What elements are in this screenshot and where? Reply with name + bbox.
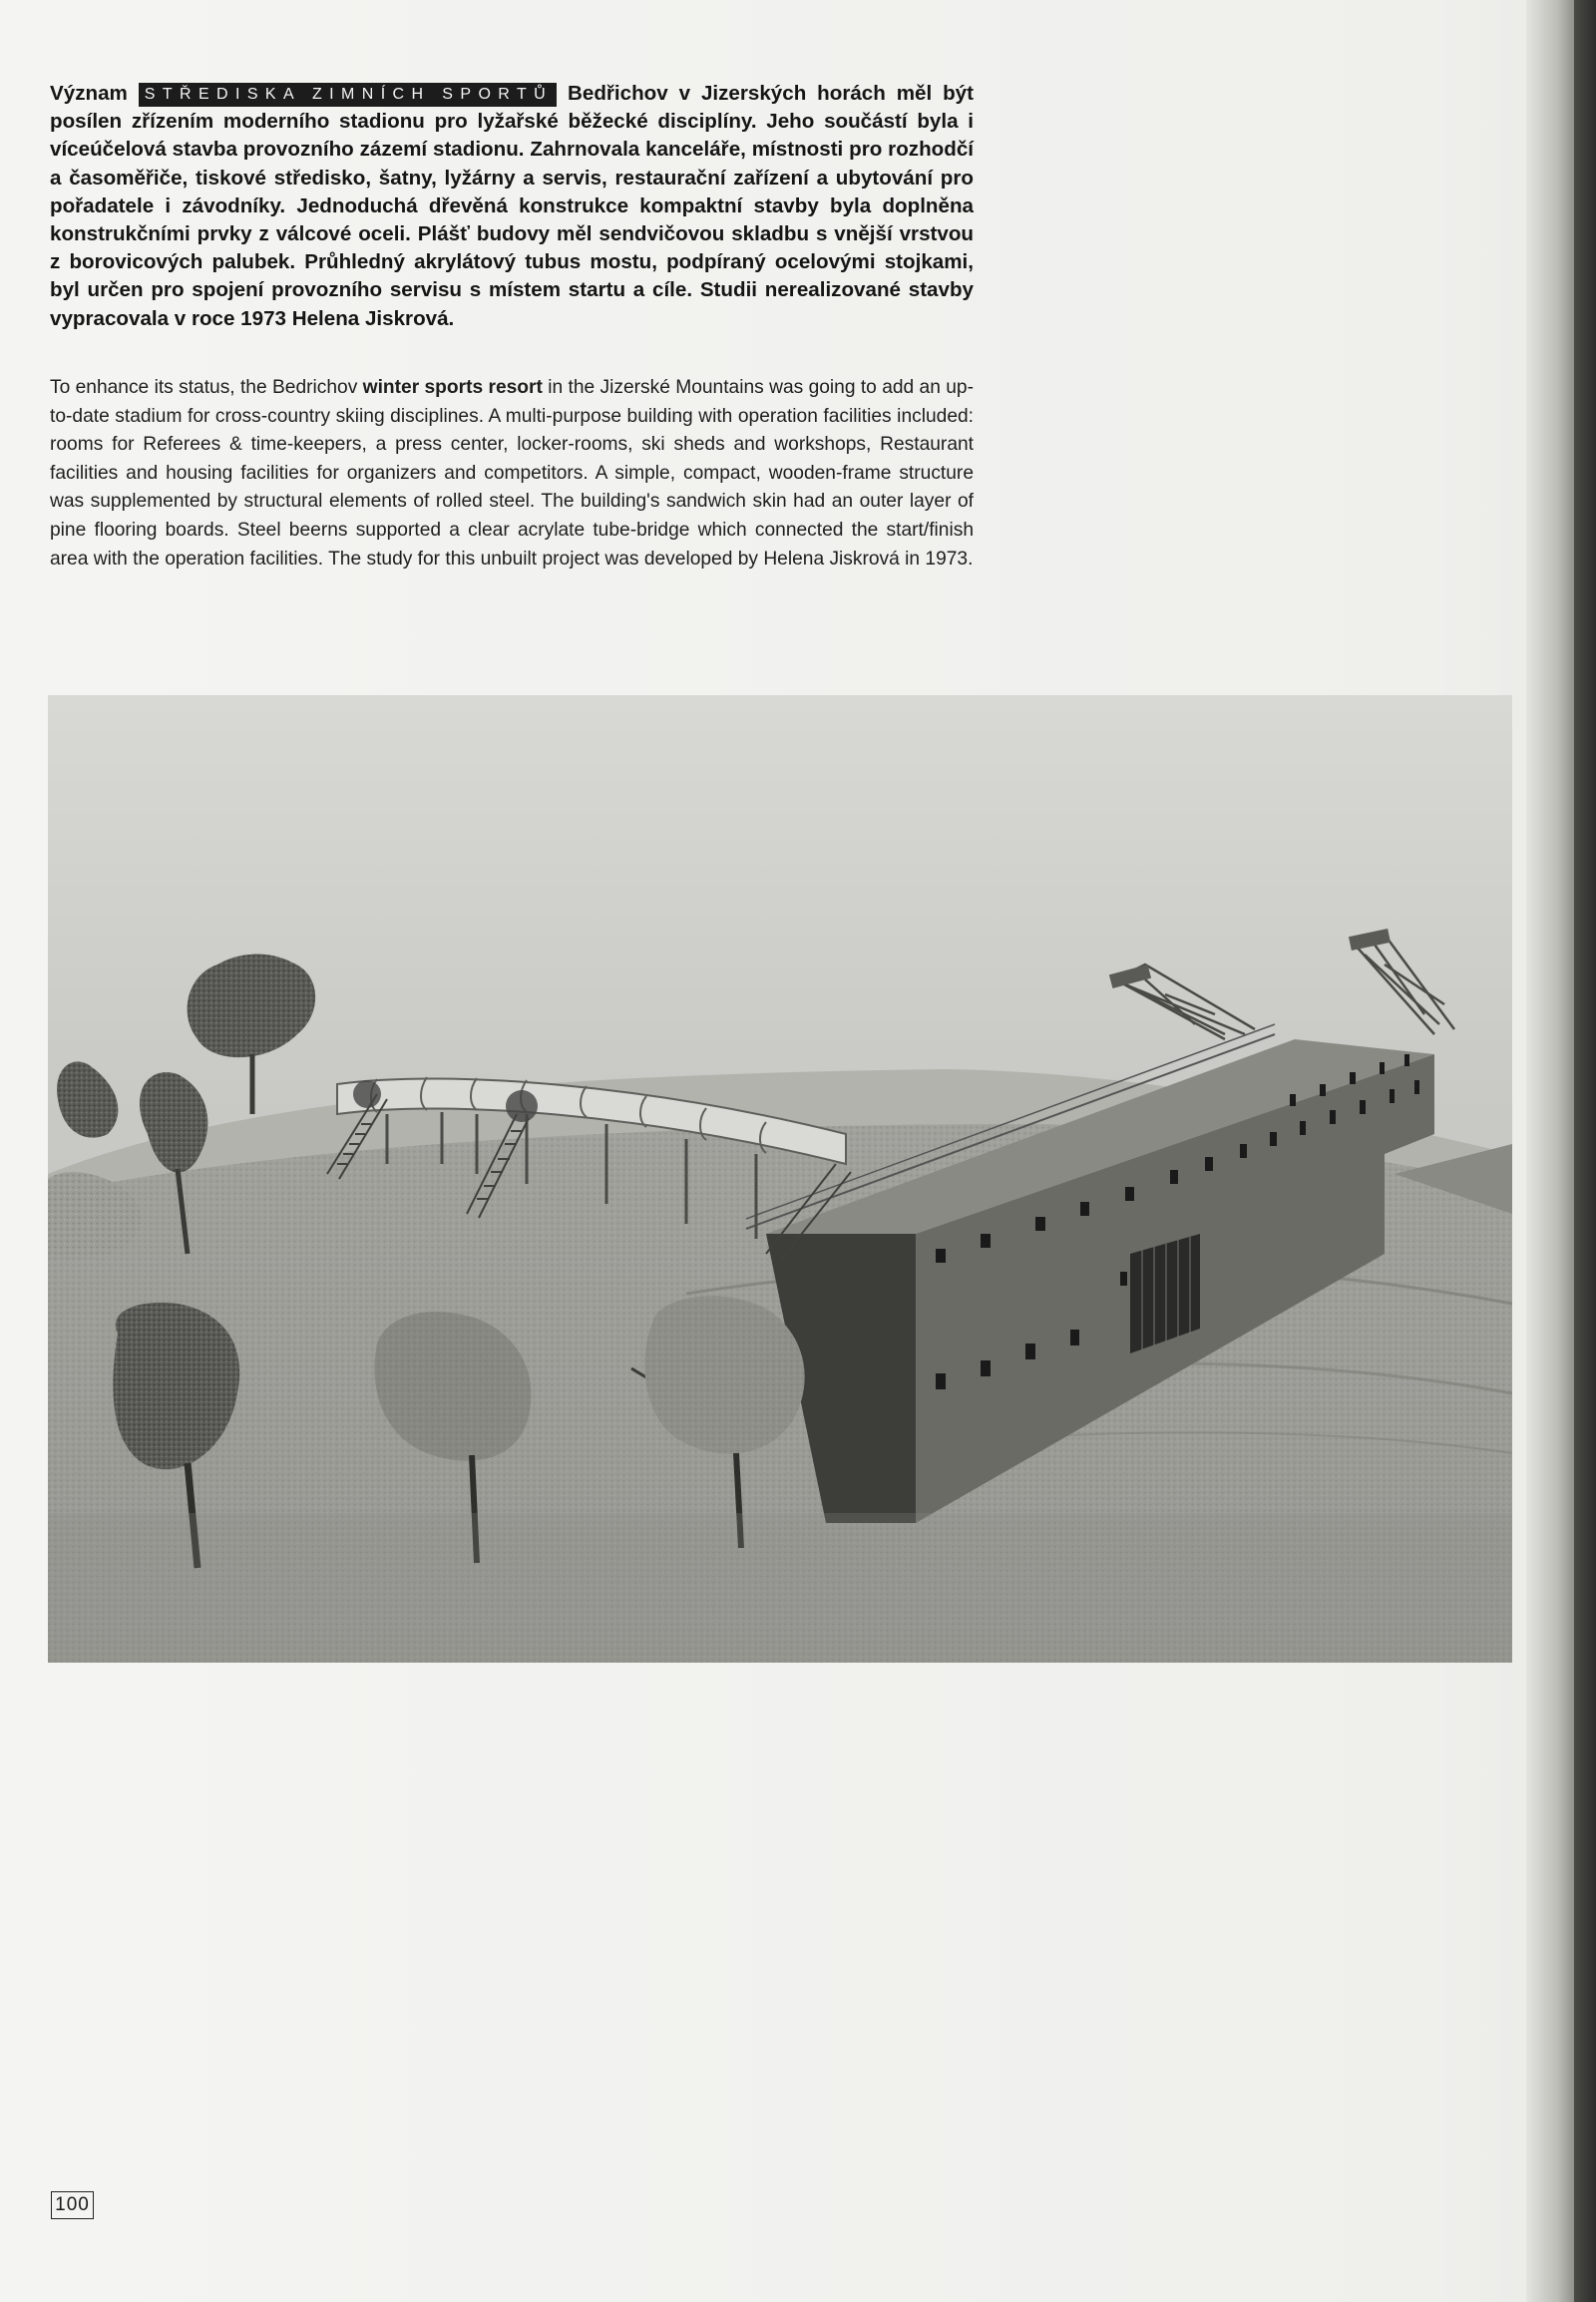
english-paragraph xyxy=(50,374,974,574)
section-kicker: STŘEDISKA ZIMNÍCH SPORTŮ xyxy=(139,83,557,107)
book-binding-edge xyxy=(1574,0,1596,2302)
english-text-start: To enhance its status, the Bedrichov xyxy=(50,377,363,398)
czech-body: Bedřichov v Jizerských horách měl být posílen zřízením moderního stadionu pro lyžařské běžecké disciplíny. Jeho součástí byla i víceúčelová stavba provozního zázemí stadionu. Zahrnovala kanceláře, místnosti pro rozhodčí a časoměřiče, tiskové středisko, šatny, lyžárny a servis, restaurační zařízení a ubytování pro pořadatele i závodníky. Jednoduchá dřevěná konstrukce kompaktní stavby byla doplněna konstrukčními prvky z válcové oceli. Plášť budovy měl sendvičovou skladbu s vnější vrstvou z borovicových palubek. Průhledný akrylátový tubus mostu, podpíraný ocelovými stojkami, byl určen pro spojení provozního servisu s místem startu a cíle. Studii nerealizované stavby vypracovala v roce 1973 Helena Jiskrová. xyxy=(50,82,974,330)
english-emphasis: winter sports resort xyxy=(362,377,543,398)
english-text-end: in the Jizerské Mountains was going to add an up-to-date stadium for cross-country skiing disciplines. A multi-purpose building with operation facilities included: rooms for Referees & time-keepers, a press center, locker-rooms, ski sheds and workshops, Restaurant facilities and housing facilities for organizers and competitors. A simple, compact, wooden-frame structure was supplemented by structural elements of rolled steel. The building's sandwich skin had an outer layer of pine flooring boards. Steel beerns supported a clear acrylate tube-bridge which connected the start/finish area with the operation facilities. The study for this unbuilt project was developed by Helena Jiskrová in 1973. xyxy=(50,377,974,570)
czech-paragraph xyxy=(50,80,974,333)
architectural-model-photo-icon xyxy=(48,695,1512,1663)
page-number: 100 xyxy=(51,2191,94,2219)
model-photograph xyxy=(48,695,1512,1663)
czech-intro: Význam xyxy=(50,82,128,105)
